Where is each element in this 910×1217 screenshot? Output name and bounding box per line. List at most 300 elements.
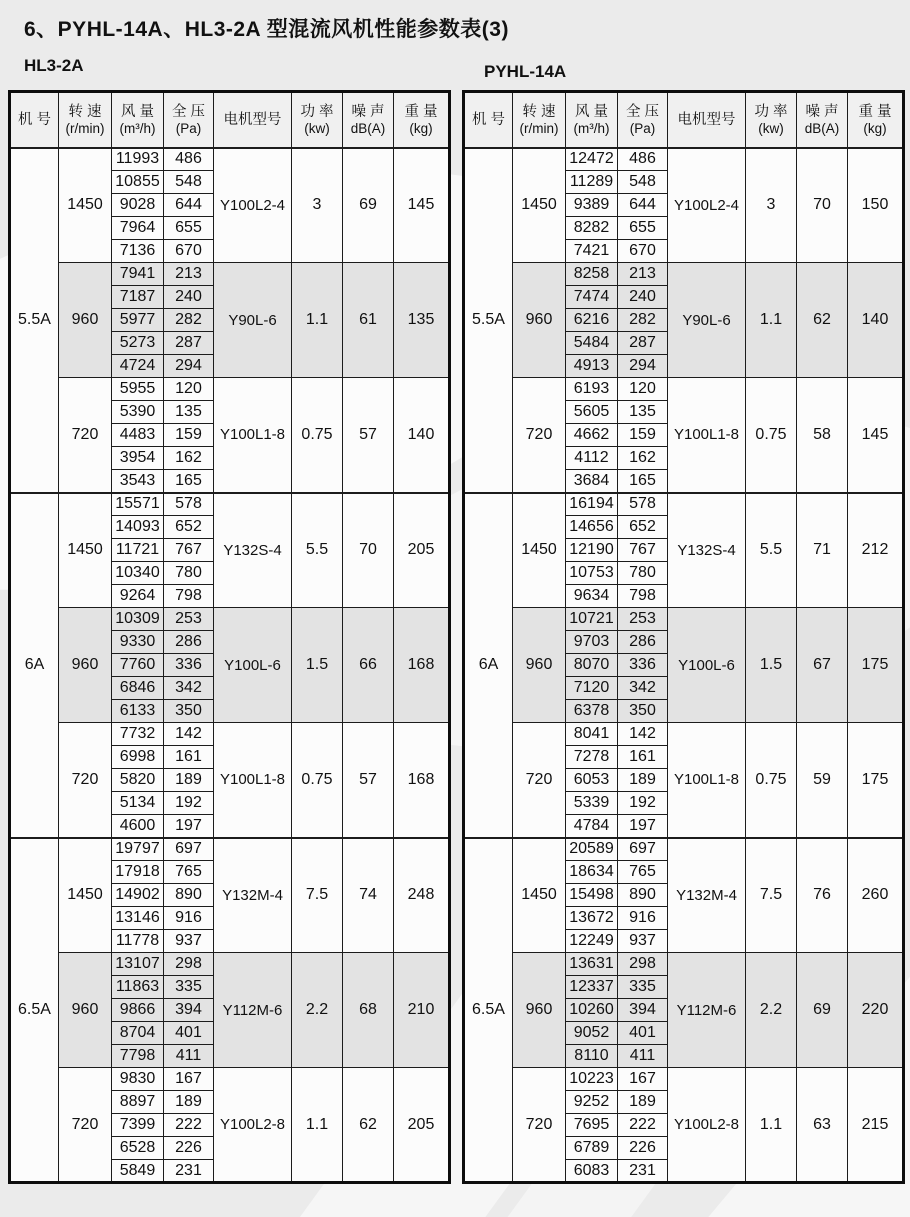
noise-cell: 58: [797, 378, 848, 493]
noise-cell: 57: [343, 378, 394, 493]
power-cell: 2.2: [746, 953, 797, 1068]
flow-cell: 6378: [566, 700, 618, 723]
pressure-cell: 798: [164, 585, 214, 608]
flow-cell: 6193: [566, 378, 618, 401]
column-header-line1: 噪 声: [351, 103, 385, 120]
column-header-line1: 功 率: [300, 103, 334, 120]
flow-cell: 14902: [112, 884, 164, 907]
table-header: [10, 92, 450, 148]
motor-cell: Y90L-6: [668, 263, 746, 378]
column-header-line2: (m³/h): [119, 120, 156, 136]
pressure-cell: 197: [164, 815, 214, 838]
flow-cell: 5273: [112, 332, 164, 355]
flow-cell: 13672: [566, 907, 618, 930]
pressure-cell: 336: [618, 654, 668, 677]
flow-cell: 6083: [566, 1160, 618, 1183]
pressure-cell: 192: [618, 792, 668, 815]
noise-cell: 59: [797, 723, 848, 838]
motor-cell: Y90L-6: [214, 263, 292, 378]
column-header-line2: (m³/h): [573, 120, 610, 136]
flow-cell: 8041: [566, 723, 618, 746]
header-row: [10, 92, 450, 148]
noise-cell: 76: [797, 838, 848, 953]
pressure-cell: 548: [164, 171, 214, 194]
pressure-cell: 937: [618, 930, 668, 953]
noise-cell: 62: [343, 1068, 394, 1183]
power-cell: 7.5: [746, 838, 797, 953]
power-cell: 1.5: [292, 608, 343, 723]
pressure-cell: 548: [618, 171, 668, 194]
weight-cell: 140: [394, 378, 450, 493]
column-header-line1: 风 量: [574, 103, 609, 120]
rpm-cell: 720: [513, 1068, 566, 1183]
noise-cell: 62: [797, 263, 848, 378]
column-header-line1: 电机型号: [223, 111, 282, 128]
flow-cell: 13107: [112, 953, 164, 976]
flow-cell: 10855: [112, 171, 164, 194]
pressure-cell: 162: [164, 447, 214, 470]
pressure-cell: 670: [164, 240, 214, 263]
power-cell: 1.1: [746, 1068, 797, 1183]
flow-cell: 5605: [566, 401, 618, 424]
flow-cell: 5820: [112, 769, 164, 792]
fan-performance-table-hl3-2a: [8, 90, 451, 1184]
flow-cell: 9866: [112, 999, 164, 1022]
flow-cell: 19797: [112, 838, 164, 861]
flow-cell: 4483: [112, 424, 164, 447]
flow-cell: 7941: [112, 263, 164, 286]
model-cell: 5.5A: [10, 148, 59, 493]
model-cell: 6A: [464, 493, 513, 838]
weight-cell: 140: [848, 263, 904, 378]
flow-cell: 11993: [112, 148, 164, 171]
column-header-line1: 全 压: [171, 103, 206, 120]
flow-cell: 5134: [112, 792, 164, 815]
power-cell: 7.5: [292, 838, 343, 953]
flow-cell: 17918: [112, 861, 164, 884]
column-header-line1: 机 号: [17, 111, 52, 128]
pressure-cell: 298: [164, 953, 214, 976]
motor-cell: Y100L-6: [214, 608, 292, 723]
motor-cell: Y100L1-8: [214, 378, 292, 493]
rpm-cell: 720: [59, 1068, 112, 1183]
noise-cell: 63: [797, 1068, 848, 1183]
noise-cell: 69: [343, 148, 394, 263]
flow-cell: 9264: [112, 585, 164, 608]
rpm-cell: 960: [513, 263, 566, 378]
pressure-cell: 161: [164, 746, 214, 769]
flow-cell: 7695: [566, 1114, 618, 1137]
power-cell: 0.75: [292, 723, 343, 838]
rpm-cell: 960: [59, 263, 112, 378]
pressure-cell: 165: [164, 470, 214, 493]
pressure-cell: 655: [164, 217, 214, 240]
pressure-cell: 765: [164, 861, 214, 884]
column-header: [59, 92, 112, 148]
column-header: [618, 92, 668, 148]
flow-cell: 5339: [566, 792, 618, 815]
pressure-cell: 142: [618, 723, 668, 746]
table-row: [10, 263, 450, 286]
column-header: [10, 92, 59, 148]
column-header: [746, 92, 797, 148]
flow-cell: 9830: [112, 1068, 164, 1091]
pressure-cell: 213: [164, 263, 214, 286]
table-row: [10, 723, 450, 746]
flow-cell: 6528: [112, 1137, 164, 1160]
column-header: [797, 92, 848, 148]
column-header-line2: dB(A): [350, 120, 386, 136]
pressure-cell: 335: [618, 976, 668, 999]
flow-cell: 9052: [566, 1022, 618, 1045]
flow-cell: 10309: [112, 608, 164, 631]
pressure-cell: 222: [618, 1114, 668, 1137]
pressure-cell: 159: [164, 424, 214, 447]
flow-cell: 12337: [566, 976, 618, 999]
column-header-line1: 转 速: [522, 103, 556, 120]
motor-cell: Y112M-6: [668, 953, 746, 1068]
column-header-line1: 重 量: [404, 103, 438, 120]
table-row: [10, 608, 450, 631]
flow-cell: 7760: [112, 654, 164, 677]
flow-cell: 8897: [112, 1091, 164, 1114]
table-row: [10, 838, 450, 861]
pressure-cell: 780: [164, 562, 214, 585]
noise-cell: 70: [343, 493, 394, 608]
table-row: [10, 953, 450, 976]
power-cell: 1.1: [746, 263, 797, 378]
pressure-cell: 394: [618, 999, 668, 1022]
weight-cell: 220: [848, 953, 904, 1068]
flow-cell: 14093: [112, 516, 164, 539]
flow-cell: 6133: [112, 700, 164, 723]
motor-cell: Y132S-4: [668, 493, 746, 608]
power-cell: 5.5: [746, 493, 797, 608]
flow-cell: 13146: [112, 907, 164, 930]
pressure-cell: 411: [618, 1045, 668, 1068]
flow-cell: 7399: [112, 1114, 164, 1137]
flow-cell: 11289: [566, 171, 618, 194]
power-cell: 0.75: [746, 723, 797, 838]
pressure-cell: 401: [618, 1022, 668, 1045]
table-row: [464, 148, 904, 171]
pressure-cell: 222: [164, 1114, 214, 1137]
pressure-cell: 937: [164, 930, 214, 953]
column-header-line1: 风 量: [120, 103, 155, 120]
motor-cell: Y100L-6: [668, 608, 746, 723]
flow-cell: 3954: [112, 447, 164, 470]
pressure-cell: 916: [618, 907, 668, 930]
table-header: [464, 92, 904, 148]
noise-cell: 69: [797, 953, 848, 1068]
pressure-cell: 578: [164, 493, 214, 516]
power-cell: 3: [292, 148, 343, 263]
flow-cell: 6846: [112, 677, 164, 700]
pressure-cell: 189: [618, 1091, 668, 1114]
pressure-cell: 240: [618, 286, 668, 309]
noise-cell: 74: [343, 838, 394, 953]
pressure-cell: 644: [618, 194, 668, 217]
flow-cell: 7136: [112, 240, 164, 263]
pressure-cell: 342: [164, 677, 214, 700]
pressure-cell: 226: [618, 1137, 668, 1160]
flow-cell: 4784: [566, 815, 618, 838]
pressure-cell: 652: [164, 516, 214, 539]
pressure-cell: 294: [618, 355, 668, 378]
pressure-cell: 780: [618, 562, 668, 585]
pressure-cell: 670: [618, 240, 668, 263]
noise-cell: 70: [797, 148, 848, 263]
rpm-cell: 1450: [59, 148, 112, 263]
fan-performance-table-pyhl-14a: [462, 90, 905, 1184]
column-header-line1: 机 号: [471, 111, 506, 128]
flow-cell: 3684: [566, 470, 618, 493]
motor-cell: Y100L2-8: [214, 1068, 292, 1183]
column-header: [668, 92, 746, 148]
flow-cell: 18634: [566, 861, 618, 884]
flow-cell: 11778: [112, 930, 164, 953]
column-header-line1: 重 量: [858, 103, 892, 120]
column-header-line2: dB(A): [804, 120, 840, 136]
power-cell: 1.5: [746, 608, 797, 723]
pressure-cell: 767: [618, 539, 668, 562]
weight-cell: 260: [848, 838, 904, 953]
flow-cell: 6789: [566, 1137, 618, 1160]
flow-cell: 4600: [112, 815, 164, 838]
column-header-line2: (r/min): [519, 120, 559, 136]
column-header-line1: 全 压: [625, 103, 660, 120]
flow-cell: 10753: [566, 562, 618, 585]
flow-cell: 8704: [112, 1022, 164, 1045]
model-cell: 6.5A: [10, 838, 59, 1183]
flow-cell: 4662: [566, 424, 618, 447]
pressure-cell: 120: [618, 378, 668, 401]
flow-cell: 7421: [566, 240, 618, 263]
model-cell: 5.5A: [464, 148, 513, 493]
column-header-line1: 功 率: [754, 103, 788, 120]
rpm-cell: 960: [59, 608, 112, 723]
pressure-cell: 655: [618, 217, 668, 240]
power-cell: 0.75: [746, 378, 797, 493]
flow-cell: 5390: [112, 401, 164, 424]
weight-cell: 150: [848, 148, 904, 263]
power-cell: 1.1: [292, 263, 343, 378]
pressure-cell: 253: [164, 608, 214, 631]
column-header-line1: 电机型号: [677, 111, 736, 128]
motor-cell: Y132M-4: [214, 838, 292, 953]
noise-cell: 61: [343, 263, 394, 378]
pressure-cell: 294: [164, 355, 214, 378]
flow-cell: 5484: [566, 332, 618, 355]
table-row: [464, 263, 904, 286]
pressure-cell: 192: [164, 792, 214, 815]
pressure-cell: 401: [164, 1022, 214, 1045]
column-header-line2: (r/min): [65, 120, 105, 136]
column-header-line2: (Pa): [175, 120, 202, 136]
noise-cell: 57: [343, 723, 394, 838]
power-cell: 0.75: [292, 378, 343, 493]
column-header-line2: (kg): [409, 120, 433, 136]
flow-cell: 7187: [112, 286, 164, 309]
flow-cell: 12472: [566, 148, 618, 171]
flow-cell: 9330: [112, 631, 164, 654]
table-row: [464, 1068, 904, 1091]
model-cell: 6A: [10, 493, 59, 838]
pressure-cell: 282: [618, 309, 668, 332]
weight-cell: 145: [848, 378, 904, 493]
flow-cell: 4913: [566, 355, 618, 378]
flow-cell: 14656: [566, 516, 618, 539]
motor-cell: Y100L1-8: [214, 723, 292, 838]
weight-cell: 215: [848, 1068, 904, 1183]
pressure-cell: 342: [618, 677, 668, 700]
motor-cell: Y100L2-8: [668, 1068, 746, 1183]
pressure-cell: 189: [164, 769, 214, 792]
pressure-cell: 890: [618, 884, 668, 907]
flow-cell: 8110: [566, 1045, 618, 1068]
flow-cell: 9389: [566, 194, 618, 217]
flow-cell: 5977: [112, 309, 164, 332]
pressure-cell: 350: [618, 700, 668, 723]
flow-cell: 7474: [566, 286, 618, 309]
rpm-cell: 720: [59, 723, 112, 838]
flow-cell: 7278: [566, 746, 618, 769]
column-header-line2: (kw): [304, 120, 330, 136]
motor-cell: Y100L2-4: [214, 148, 292, 263]
weight-cell: 145: [394, 148, 450, 263]
pressure-cell: 335: [164, 976, 214, 999]
pressure-cell: 231: [618, 1160, 668, 1183]
table-row: [464, 378, 904, 401]
noise-cell: 68: [343, 953, 394, 1068]
model-cell: 6.5A: [464, 838, 513, 1183]
flow-cell: 9252: [566, 1091, 618, 1114]
flow-cell: 7798: [112, 1045, 164, 1068]
flow-cell: 15571: [112, 493, 164, 516]
pressure-cell: 120: [164, 378, 214, 401]
pressure-cell: 765: [618, 861, 668, 884]
column-header: [112, 92, 164, 148]
rpm-cell: 960: [513, 608, 566, 723]
table-row: [464, 723, 904, 746]
table-row: [464, 953, 904, 976]
flow-cell: 12249: [566, 930, 618, 953]
rpm-cell: 720: [513, 723, 566, 838]
pressure-cell: 578: [618, 493, 668, 516]
rpm-cell: 960: [513, 953, 566, 1068]
column-header: [513, 92, 566, 148]
flow-cell: 8070: [566, 654, 618, 677]
page-title: 6、PYHL-14A、HL3-2A 型混流风机性能参数表(3): [24, 18, 509, 41]
pressure-cell: 697: [164, 838, 214, 861]
weight-cell: 135: [394, 263, 450, 378]
column-header: [464, 92, 513, 148]
pressure-cell: 167: [164, 1068, 214, 1091]
flow-cell: 9028: [112, 194, 164, 217]
column-header: [214, 92, 292, 148]
pressure-cell: 197: [618, 815, 668, 838]
flow-cell: 7964: [112, 217, 164, 240]
pressure-cell: 350: [164, 700, 214, 723]
pressure-cell: 161: [618, 746, 668, 769]
table-row: [464, 608, 904, 631]
rpm-cell: 1450: [513, 493, 566, 608]
pressure-cell: 135: [618, 401, 668, 424]
weight-cell: 210: [394, 953, 450, 1068]
column-header-line1: 转 速: [68, 103, 102, 120]
weight-cell: 248: [394, 838, 450, 953]
pressure-cell: 286: [164, 631, 214, 654]
rpm-cell: 1450: [59, 838, 112, 953]
pressure-cell: 189: [164, 1091, 214, 1114]
column-header-line2: (kw): [758, 120, 784, 136]
flow-cell: 10721: [566, 608, 618, 631]
pressure-cell: 159: [618, 424, 668, 447]
flow-cell: 8258: [566, 263, 618, 286]
motor-cell: Y100L1-8: [668, 723, 746, 838]
flow-cell: 12190: [566, 539, 618, 562]
pressure-cell: 916: [164, 907, 214, 930]
table-label-hl3-2a: HL3-2A: [24, 56, 84, 75]
flow-cell: 7120: [566, 677, 618, 700]
flow-cell: 11721: [112, 539, 164, 562]
rpm-cell: 960: [59, 953, 112, 1068]
pressure-cell: 135: [164, 401, 214, 424]
pressure-cell: 486: [618, 148, 668, 171]
noise-cell: 66: [343, 608, 394, 723]
flow-cell: 9703: [566, 631, 618, 654]
noise-cell: 67: [797, 608, 848, 723]
rpm-cell: 1450: [513, 148, 566, 263]
pressure-cell: 697: [618, 838, 668, 861]
motor-cell: Y132M-4: [668, 838, 746, 953]
weight-cell: 168: [394, 608, 450, 723]
motor-cell: Y112M-6: [214, 953, 292, 1068]
weight-cell: 205: [394, 493, 450, 608]
rpm-cell: 1450: [513, 838, 566, 953]
table-row: [10, 493, 450, 516]
power-cell: 1.1: [292, 1068, 343, 1183]
flow-cell: 10260: [566, 999, 618, 1022]
flow-cell: 10340: [112, 562, 164, 585]
pressure-cell: 336: [164, 654, 214, 677]
pressure-cell: 240: [164, 286, 214, 309]
flow-cell: 20589: [566, 838, 618, 861]
column-header-line1: 噪 声: [805, 103, 839, 120]
flow-cell: 5955: [112, 378, 164, 401]
pressure-cell: 644: [164, 194, 214, 217]
column-header-line2: (Pa): [629, 120, 656, 136]
pressure-cell: 213: [618, 263, 668, 286]
column-header: [292, 92, 343, 148]
pressure-cell: 767: [164, 539, 214, 562]
pressure-cell: 162: [618, 447, 668, 470]
table-row: [464, 493, 904, 516]
motor-cell: Y100L1-8: [668, 378, 746, 493]
column-header: [394, 92, 450, 148]
rpm-cell: 720: [59, 378, 112, 493]
column-header: [164, 92, 214, 148]
flow-cell: 11863: [112, 976, 164, 999]
flow-cell: 4724: [112, 355, 164, 378]
table-row: [10, 378, 450, 401]
pressure-cell: 411: [164, 1045, 214, 1068]
pressure-cell: 798: [618, 585, 668, 608]
pressure-cell: 189: [618, 769, 668, 792]
flow-cell: 7732: [112, 723, 164, 746]
header-row: [464, 92, 904, 148]
pressure-cell: 298: [618, 953, 668, 976]
